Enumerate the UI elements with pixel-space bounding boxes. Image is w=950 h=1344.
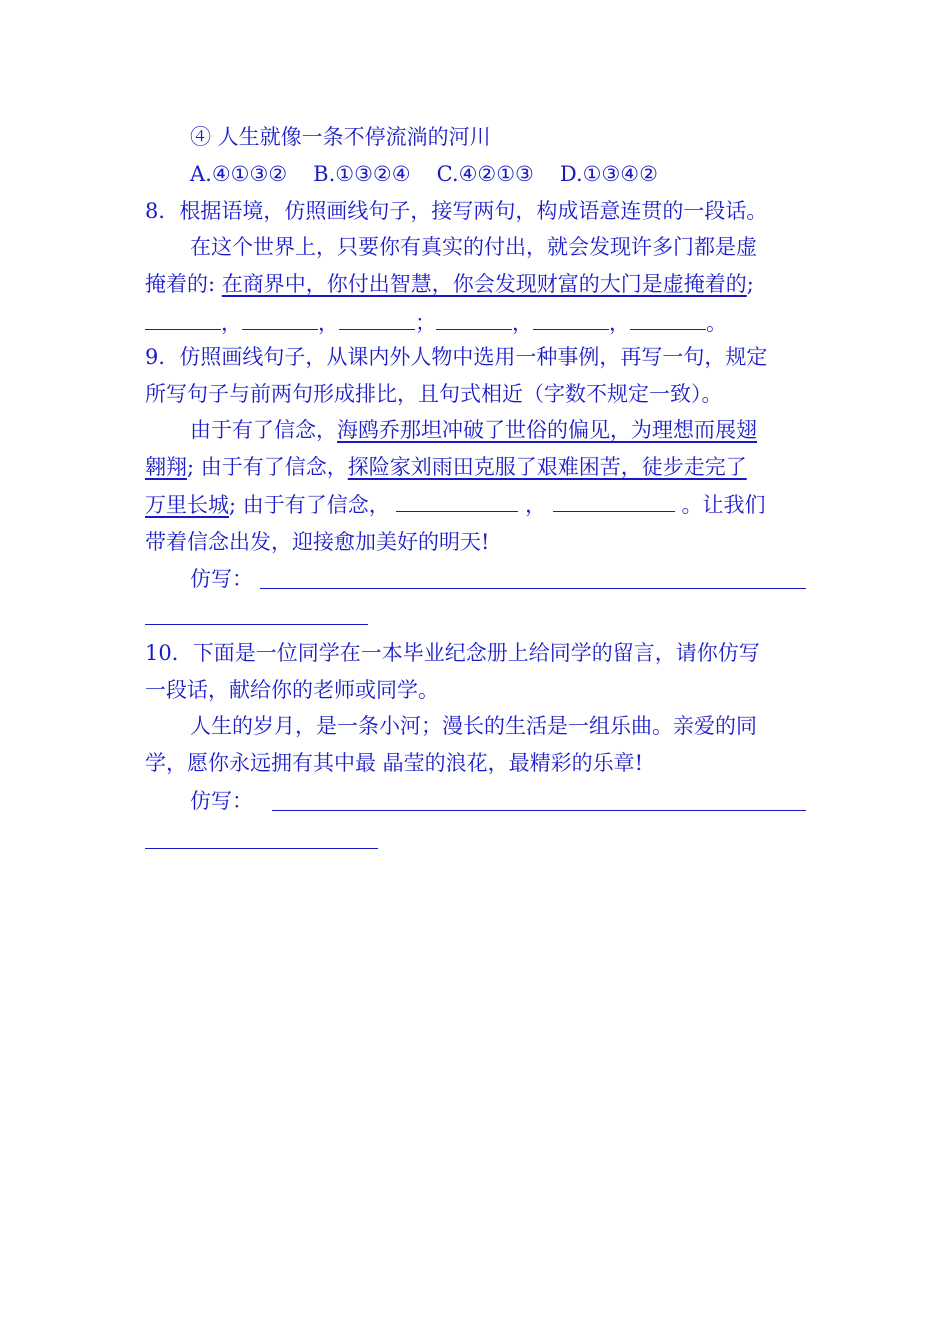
q8-blank-4[interactable] xyxy=(436,307,512,330)
q9-s1-prefix: 由于有了信念， xyxy=(190,418,337,442)
q10-text-line1: 人生的岁月，是一条小河；漫长的生活是一组乐曲。亲爱的同 xyxy=(190,714,757,738)
q8-period: 。 xyxy=(706,311,727,335)
q9-answer-line-1[interactable] xyxy=(260,588,806,589)
q8-answer-blanks xyxy=(145,307,727,337)
q7-option-a: A.④①③② xyxy=(190,162,288,186)
q7-item-4: ④ 人生就像一条不停流淌的河川 xyxy=(190,125,491,149)
q9-s2-cont: 万里长城 xyxy=(145,493,229,517)
q9-s3-suffix: 。让我们 xyxy=(681,493,766,517)
q8-comma-3: ， xyxy=(512,311,533,335)
q8-blank-5[interactable] xyxy=(533,307,609,330)
q9-prompt-line1: 9．仿照画线句子，从课内外人物中选用一种事例，再写一句，规定 xyxy=(145,345,768,369)
q8-semicolon: ； xyxy=(415,311,436,335)
q8-text-suffix: ; xyxy=(746,272,754,296)
q9-s1-underlined: 海鸥乔那坦冲破了世俗的偏见，为理想而展翅 xyxy=(337,418,757,442)
q8-comma-4: ， xyxy=(609,311,630,335)
q9-answer-label: 仿写： xyxy=(190,567,253,591)
q8-comma-1: ， xyxy=(221,311,242,335)
q7-options xyxy=(190,159,658,189)
q8-prompt: 8．根据语境，仿照画线句子，接写两句，构成语意连贯的一段话。 xyxy=(145,199,768,223)
q9-s3-prefix: ; 由于有了信念， xyxy=(229,493,390,517)
q7-option-d: D.①③④② xyxy=(559,162,658,186)
q9-blank-1[interactable] xyxy=(396,489,518,512)
q9-sentence-line1 xyxy=(190,415,757,445)
q9-blank-2[interactable] xyxy=(553,489,675,512)
q10-prompt-line1: 10．下面是一位同学在一本毕业纪念册上给同学的留言，请你仿写 xyxy=(145,641,760,665)
q7-option-c: C.④②①③ xyxy=(436,162,534,186)
q8-blank-2[interactable] xyxy=(242,307,318,330)
q8-example-sentence: 在商界中，你付出智慧，你会发现财富的大门是虚掩着的 xyxy=(221,272,747,296)
q8-text-line2 xyxy=(145,269,754,299)
q9-sentence-line2 xyxy=(145,452,747,482)
q8-text-prefix: 掩着的: xyxy=(145,272,216,296)
q9-answer-line-2[interactable] xyxy=(145,624,368,625)
q10-answer-line-2[interactable] xyxy=(145,848,378,849)
q8-comma-2: ， xyxy=(318,311,339,335)
q8-blank-6[interactable] xyxy=(630,307,706,330)
q9-s2-underlined: 探险家刘雨田克服了艰难困苦，徒步走完了 xyxy=(347,455,747,479)
q10-answer-line-1[interactable] xyxy=(272,810,806,811)
q9-ending: 带着信念出发，迎接愈加美好的明天! xyxy=(145,530,490,554)
q9-s3-comma: ， xyxy=(525,493,547,517)
q8-blank-1[interactable] xyxy=(145,307,221,330)
q10-text-line2: 学，愿你永远拥有其中最 晶莹的浪花，最精彩的乐章! xyxy=(145,751,644,775)
q8-text-line1: 在这个世界上，只要你有真实的付出，就会发现许多门都是虚 xyxy=(190,235,757,259)
q9-s1-cont: 翱翔 xyxy=(145,455,187,479)
q9-sentence-line3 xyxy=(145,489,766,519)
q9-prompt-line2: 所写句子与前两句形成排比，且句式相近（字数不规定一致）。 xyxy=(145,382,723,406)
q10-prompt-line2: 一段话，献给你的老师或同学。 xyxy=(145,678,439,702)
q7-option-b: B.①③②④ xyxy=(313,162,411,186)
q10-answer-label: 仿写： xyxy=(190,789,253,813)
q8-blank-3[interactable] xyxy=(339,307,415,330)
q9-s2-prefix: ; 由于有了信念， xyxy=(187,455,348,479)
